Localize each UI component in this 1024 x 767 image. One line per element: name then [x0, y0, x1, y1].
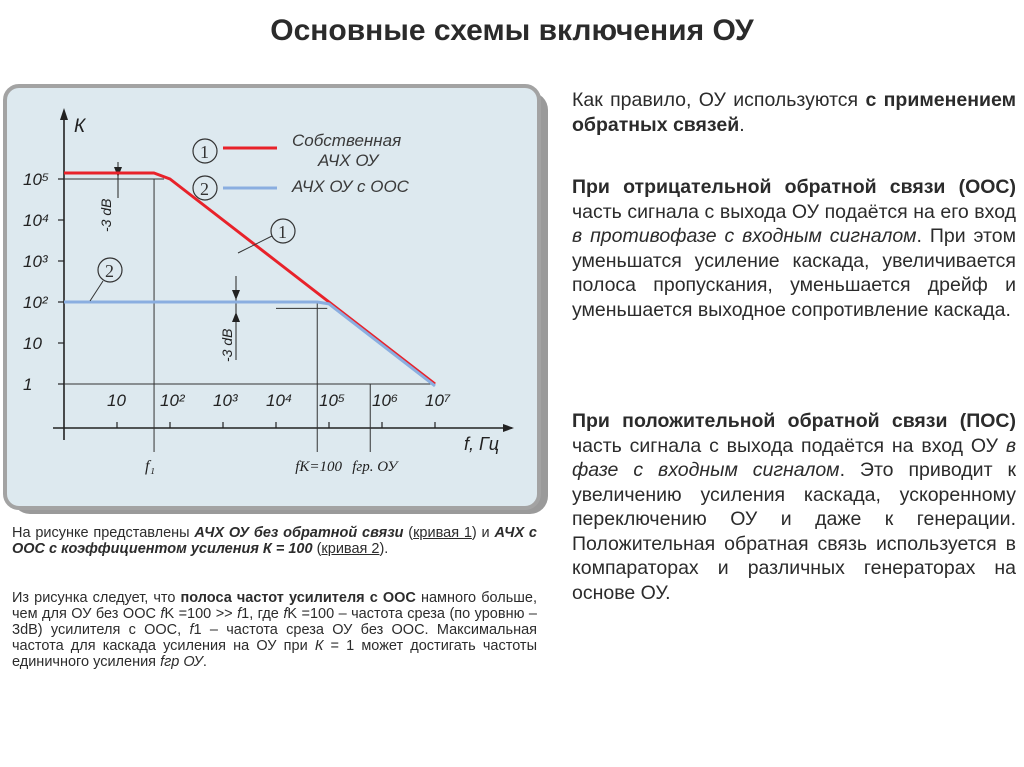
x-tick-label: 10²	[160, 391, 185, 410]
x-tick-label: 10	[107, 391, 126, 410]
x-tick-label: 10⁵	[319, 391, 346, 410]
x-tick-label: 10⁷	[425, 391, 451, 410]
x-axis-arrow	[503, 424, 514, 432]
x-tick-label: 10⁶	[372, 391, 398, 410]
figure-caption-1: На рисунке представлены АЧХ ОУ без обратной связи (кривая 1) и АЧХ с ООС с коэффициентом усиления К = 100 (кривая 2).	[12, 525, 537, 557]
paragraph-negative-feedback: При отрицательной обратной связи (ООС) часть сигнала с выхода ОУ подаётся на его вход в противофазе с входным сигналом. При этом уменьшатся усиление каскада, увеличивается полоса пропускания, уменьшается дрейф и уменьшается выходное сопротивление каскада.	[572, 176, 1016, 321]
legend-label-1b: АЧХ ОУ	[318, 151, 379, 170]
minus3db-label-2: -3 dB	[219, 328, 235, 362]
curve-callout-1-leader	[238, 236, 272, 253]
legend-number-1: 1	[200, 142, 209, 162]
curve-callout-1-number: 1	[278, 222, 287, 242]
frequency-response-chart	[0, 0, 560, 520]
y-axis-arrow	[60, 108, 68, 120]
y-axis-label: К	[74, 116, 86, 137]
fgr-marker-label: fгр. ОУ	[352, 459, 398, 475]
y-tick-label: 10	[23, 334, 42, 353]
legend-label-2: АЧХ ОУ с ООС	[292, 177, 409, 196]
legend-label-1a: Собственная	[292, 131, 402, 150]
paragraph-positive-feedback: При положительной обратной связи (ПОС) часть сигнала с выхода подаётся на вход ОУ в фазе с входным сигналом. Это приводит к увеличению усиления каскада, ускоренному переключению ОУ и даже к генерации. Положительная обратная связь используется в компараторах и различных генераторах на основе ОУ.	[572, 410, 1016, 604]
y-tick-label: 10⁵	[23, 170, 50, 189]
series-curve-2	[64, 302, 435, 386]
minus3db-arrowhead-3	[232, 312, 240, 322]
minus3db-arrowhead-2	[232, 290, 240, 300]
paragraph-feedback-intro: Как правило, ОУ используются с применением обратных связей.	[572, 89, 1016, 136]
y-tick-label: 1	[23, 375, 33, 394]
y-tick-label: 10³	[23, 252, 48, 271]
x-tick-label: 10³	[213, 391, 238, 410]
y-tick-label: 10²	[23, 293, 48, 312]
curve-callout-2-number: 2	[105, 261, 114, 281]
y-tick-label: 10⁴	[23, 211, 50, 230]
f1-marker-label: f₁	[145, 458, 156, 475]
fk100-marker-label: fК=100	[295, 459, 343, 475]
x-axis-label: f, Гц	[464, 434, 500, 454]
legend-number-2: 2	[200, 179, 209, 199]
series-curve-1	[64, 173, 435, 384]
curve-callout-2-leader	[90, 281, 103, 301]
minus3db-label-1: -3 dB	[98, 198, 114, 232]
x-tick-label: 10⁴	[266, 391, 293, 410]
slide-title: Основные схемы включения ОУ	[270, 14, 754, 47]
figure-caption-2: Из рисунка следует, что полоса частот усилителя с ООС намного больше, чем для ОУ без ООС fK =100 >> f1, где fK =100 – частота среза (по уровню –3dB) усилителя с ООС, f1 – частота среза ОУ без ООС. Максимальная частота для каскада усиления на ОУ при К = 1 может достигать частоты единичного усиления fгр ОУ.	[12, 590, 537, 670]
